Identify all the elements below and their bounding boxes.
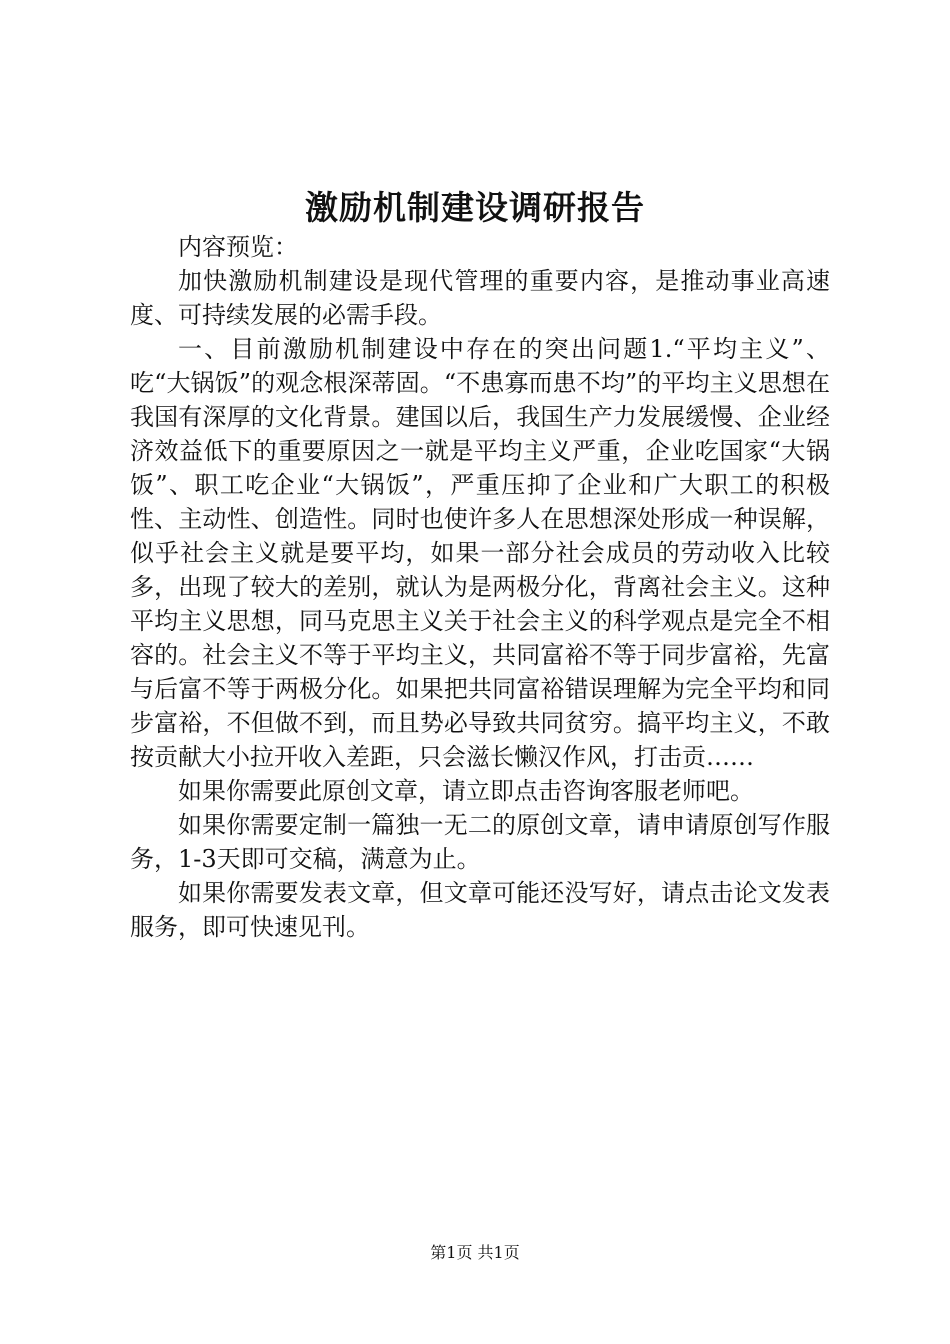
- intro-paragraph: 加快激励机制建设是现代管理的重要内容，是推动事业高速度、可持续发展的必需手段。: [130, 267, 830, 329]
- page-footer: 第1页 共1页: [430, 1243, 520, 1262]
- document-body: [130, 230, 830, 944]
- document-title: 激励机制建设调研报告: [305, 188, 645, 227]
- custom-writing-paragraph: 如果你需要定制一篇独一无二的原创文章，请申请原创写作服务，1-3天即可交稿，满意为止。: [130, 811, 830, 873]
- preview-label: 内容预览：: [178, 233, 298, 261]
- contact-service-paragraph: 如果你需要此原创文章，请立即点击咨询客服老师吧。: [178, 777, 754, 805]
- problems-paragraph: 一、目前激励机制建设中存在的突出问题1.“平均主义”、吃“大锅饭”的观念根深蒂固。“不患寡而患不均”的平均主义思想在我国有深厚的文化背景。建国以后，我国生产力发展缓慢、企业经济效益低下的重要原因之一就是平均主义严重，企业吃国家“大锅饭”、职工吃企业“大锅饭”，严重压抑了企业和广大职工的积极性、主动性、创造性。同时也使许多人在思想深处形成一种误解，似乎社会主义就是要平均，如果一部分社会成员的劳动收入比较多，出现了较大的差别，就认为是两极分化，背离社会主义。这种平均主义思想，同马克思主义关于社会主义的科学观点是完全不相容的。社会主义不等于平均主义，共同富裕不等于同步富裕，先富与后富不等于两极分化。如果把共同富裕错误理解为完全平均和同步富裕，不但做不到，而且势必导致共同贫穷。搞平均主义，不敢按贡献大小拉开收入差距，只会滋长懒汉作风，打击贡……: [130, 335, 830, 771]
- publishing-service-paragraph: 如果你需要发表文章，但文章可能还没写好，请点击论文发表服务，即可快速见刊。: [130, 879, 830, 941]
